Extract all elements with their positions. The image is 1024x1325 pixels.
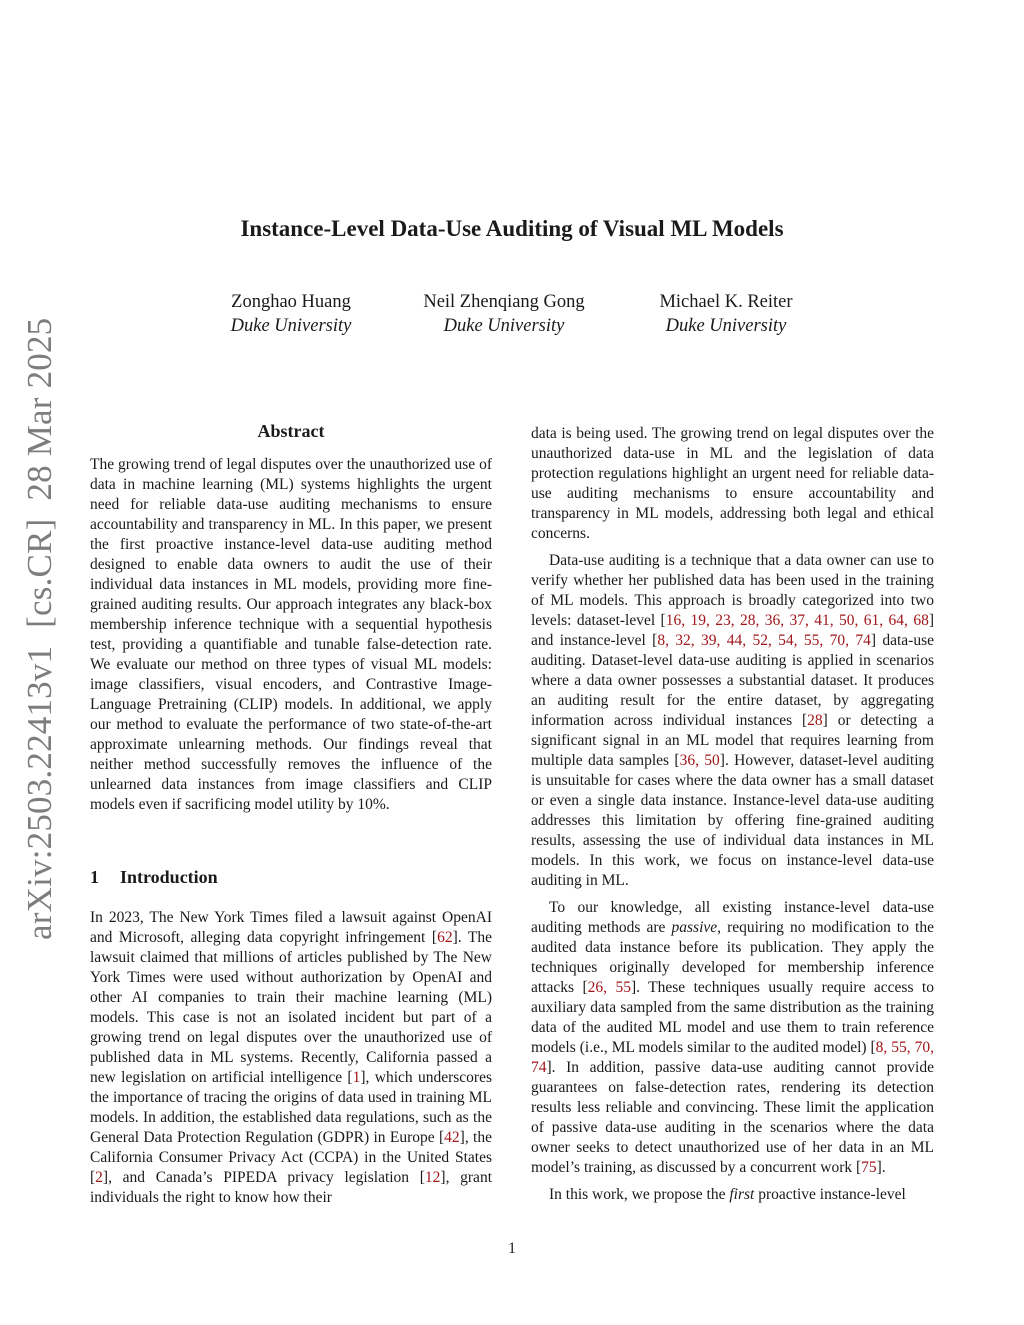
paragraph: In 2023, The New York Times filed a lawsuit against OpenAI and Microsoft, alleging data copyright infringement [62]. The lawsuit claimed that millions of articles published by The New York Times were used without authorization by OpenAI and other AI companies to train their machine learning (ML) models. This case is not an isolated incident but part of a growing trend on legal disputes over the unauthorized use of published data in ML systems. Recently, California passed a new legislation on artificial intelligence [1], which underscores the importance of tracing the origins of data used in training ML models. In addition, the established data regulations, such as the General Data Protection Regulation (GDPR) in Europe [42], the California Consumer Privacy Act (CCPA) in the United States [2], and Canada’s PIPEDA privacy legislation [12], grant individuals the right to know how their [90, 909, 492, 1206]
citation-link[interactable]: 2 [95, 1169, 103, 1186]
citation-link[interactable]: 62 [437, 929, 453, 946]
author-name: Neil Zhenqiang Gong [423, 292, 585, 312]
arxiv-identifier: arXiv:2503.22413v1 [cs.CR] 28 Mar 2025 [20, 317, 59, 940]
abstract-body [90, 455, 492, 815]
author-affiliation: Duke University [443, 316, 565, 336]
emphasis: passive [671, 919, 718, 936]
citation-link[interactable]: 1 [352, 1069, 361, 1086]
citation-link[interactable]: 12 [424, 1169, 441, 1186]
author-block [171, 290, 411, 338]
author-block [606, 290, 846, 338]
citation-link[interactable]: 16, 19, 23, 28, 36, 37, 41, 50, 61, 64, 68 [665, 612, 929, 629]
emphasis: first [729, 1186, 755, 1203]
paragraph: In this work, we propose the first proactive instance-level [549, 1186, 906, 1203]
author-name: Michael K. Reiter [659, 292, 793, 312]
author-affiliation: Duke University [665, 316, 787, 336]
citation-link[interactable]: 75 [861, 1159, 877, 1176]
citation-link[interactable]: 28 [807, 712, 823, 729]
right-column [531, 424, 934, 1205]
section-title: Introduction [120, 867, 218, 887]
citation-link[interactable]: 26, 55 [587, 979, 631, 996]
paragraph: data is being used. The growing trend on legal disputes over the unauthorized data-use in ML and the legislation of data protection regulations highlight an urgent need for reliable data-use auditing mechanisms to ensure accountability and transparency in ML models, addressing both legal and ethical concerns. [531, 425, 934, 542]
paragraph: Data-use auditing is a technique that a data owner can use to verify whether her published data has been used in the training of ML models. This approach is broadly categorized into two levels: dataset-level [16, 19, 23, 28, 36, 37, 41, 50, 61, 64, 68] and instance-level [8, 32, 39, 44, 52, 54, 55, 70, 74] data-use auditing. Dataset-level data-use auditing is applied in scenarios where a data owner possesses a substantial dataset. It produces an auditing result for the entire dataset, by aggregating information across individual instances [28] or detecting a significant signal in an ML model that requires learning from multiple data samples [36, 50]. However, dataset-level auditing is unsuitable for cases where the data owner has a small dataset or even a single data instance. Instance-level data-use auditing addresses this limitation by offering fine-grained auditing results, assessing the use of individual data instances in ML models. In this work, we focus on instance-level data-use auditing in ML. [531, 552, 935, 889]
citation-link[interactable]: 8, 55, 70, 74 [531, 1039, 934, 1076]
paragraph: To our knowledge, all existing instance-level data-use auditing methods are passive, requiring no modification to the audited data instance before its publication. They apply the techniques originally developed for membership inference attacks [26, 55]. These techniques usually require access to auxiliary data sampled from the same distribution as the training data of the audited ML model and use them to train reference models (i.e., ML models similar to the audited model) [8, 55, 70, 74]. In addition, passive data-use auditing cannot provide guarantees on false-detection rates, rendering its detection results less reliable and convincing. These limit the application of passive data-use auditing in the scenarios where the data owner seeks to detect unauthorized use of her data in an ML model’s training, as discussed by a concurrent work [75]. [531, 899, 934, 1176]
author-affiliation: Duke University [230, 316, 352, 336]
author-name: Zonghao Huang [231, 292, 351, 312]
citation-link[interactable]: 42 [444, 1129, 460, 1146]
section-heading [90, 867, 218, 888]
abstract-heading: Abstract [257, 421, 325, 441]
intro-left-column [90, 908, 492, 1208]
section-number: 1 [90, 867, 99, 887]
citation-link[interactable]: 36, 50 [679, 752, 720, 769]
author-block [384, 290, 624, 338]
page-number: 1 [508, 1240, 516, 1257]
citation-link[interactable]: 8, 32, 39, 44, 52, 54, 55, 70, 74 [657, 632, 871, 649]
paper-title: Instance-Level Data-Use Auditing of Visual ML Models [240, 216, 784, 241]
abstract-text: The growing trend of legal disputes over the unauthorized use of data in machine learning (ML) systems highlights the urgent need for reliable data-use auditing mechanisms to ensure accountability and transparency in ML. In this paper, we present the first proactive instance-level data-use auditing method designed to enable data owners to audit the use of their individual data instances in ML models, providing more fine-grained auditing results. Our approach integrates any black-box membership inference technique with a sequential hypothesis test, providing a quantifiable and tunable false-detection rate. We evaluate our method on three types of visual ML models: image classifiers, visual encoders, and Contrastive Image-Language Pretraining (CLIP) models. In additional, we apply our method to evaluate the performance of two state-of-the-art approximate unlearning methods. Our findings reveal that neither method successfully removes the influence of the unlearned data instances from image classifiers and CLIP models even if sacrificing model utility by 10%. [90, 456, 492, 813]
